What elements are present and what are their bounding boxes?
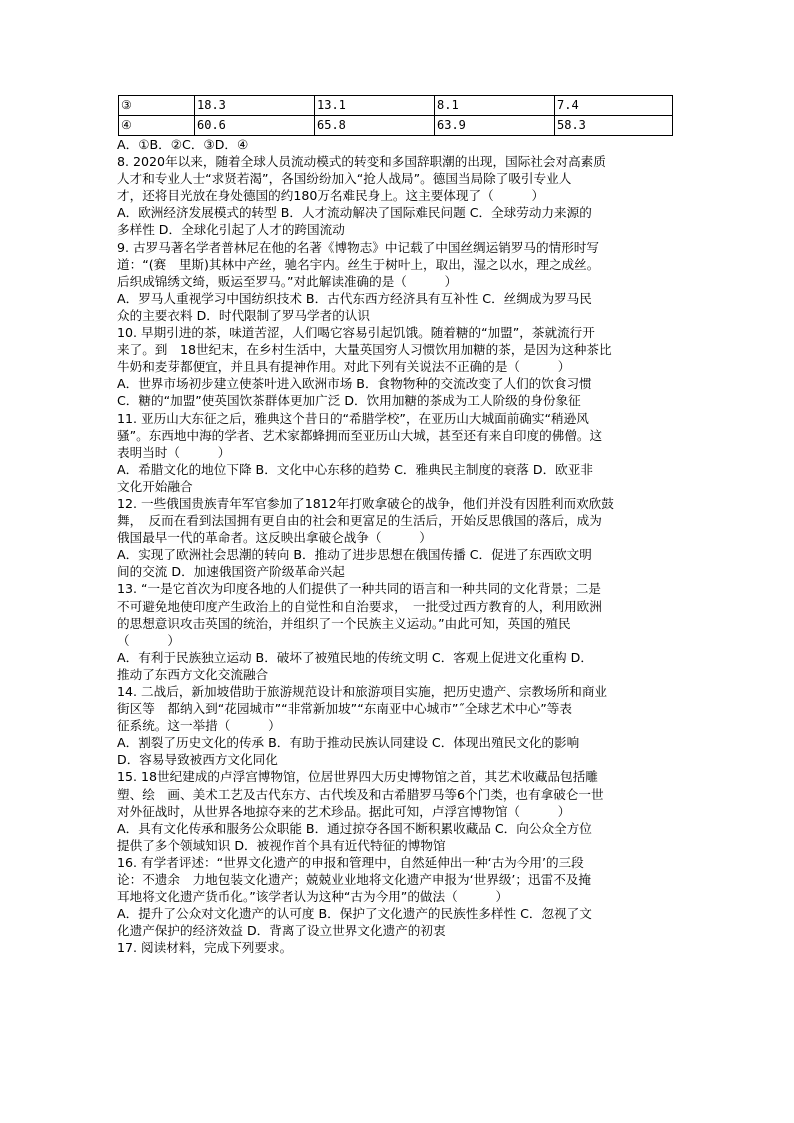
text-line: 论：不遗余 力地包装文化遗产；兢兢业业地将文化遗产申报为‘世界级’；迅雷不及掩: [117, 872, 591, 888]
text-line: 多样性 D．全球化引起了人才的跨国流动: [117, 222, 345, 238]
text-line: A．有利于民族独立运动 B．破坏了被殖民地的传统文明 C．客观上促进文化重构 D．: [117, 649, 593, 665]
table-cell: 13.1: [315, 96, 435, 116]
text-line: 众的主要衣料 D．时代限制了罗马学者的认识: [117, 307, 370, 323]
text-line: 后织成锦绣文绮，贩运至罗马。”对此解读准确的是（ ）: [117, 273, 458, 289]
text-line: 耳地将文化遗产货币化。”该学者认为这种“古为今用”的做法（ ）: [117, 889, 509, 905]
text-line: 化遗产保护的经济效益 D．背离了设立世界文化遗产的初衷: [117, 923, 446, 939]
text-line: A．世界市场初步建立使茶叶进入欧洲市场 B．食物物种的交流改变了人们的饮食习惯: [117, 376, 592, 392]
text-line: 15. 18世纪建成的卢浮宫博物馆，位居世界四大历史博物馆之首，其艺术收藏品包括雕: [117, 769, 598, 785]
question-text: [117, 136, 677, 957]
text-line: 12. 一些俄国贵族青年军官参加了1812年打败拿破仑的战争，他们并没有因胜利而欢欣鼓: [117, 495, 614, 511]
text-line: 的思想意识攻击英国的统治，并组织了一个民族主义运动。”由此可知，英国的殖民: [117, 615, 571, 631]
text-line: A．具有文化传承和服务公众职能 B．通过掠夺各国不断积累收藏品 C．向公众全方位: [117, 820, 592, 836]
text-line: 人才和专业人士“求贤若渴”，各国纷纷加入“抢人战局”。德国当局除了吸引专业人: [117, 171, 572, 187]
table-cell: 63.9: [435, 116, 555, 136]
text-line: 提供了多个领域知识 D．被视作首个具有近代特征的博物馆: [117, 837, 446, 853]
text-line: 推动了东西方文化交流融合: [117, 666, 269, 682]
table-cell: 58.3: [555, 116, 673, 136]
table-cell: 8.1: [435, 96, 555, 116]
text-line: 征系统。这一举措（ ）: [117, 718, 281, 734]
text-line: 文化开始融合: [117, 478, 193, 494]
text-line: A．割裂了历史文化的传承 B．有助于推动民族认同建设 C．体现出殖民文化的影响: [117, 735, 580, 751]
text-line: 17. 阅读材料，完成下列要求。: [117, 940, 293, 956]
text-line: 牛奶和麦芽都便宜，并且具有提神作用。对此下列有关说法不正确的是（ ）: [117, 359, 571, 375]
text-line: C．糖的“加盟”使英国饮茶群体更加广泛 D．饮用加糖的茶成为工人阶级的身份象征: [117, 393, 581, 409]
text-line: 街区等 都纳入到“花园城市”“非常新加坡”“东南亚中心城市”˝全球艺术中心”等表: [117, 701, 572, 717]
text-line: A．欧洲经济发展模式的转型 B．人才流动解决了国际难民问题 C．全球劳动力来源的: [117, 205, 592, 221]
text-line: 10. 早期引进的茶，味道苦涩，人们喝它容易引起饥饿。随着糖的“加盟”，茶就流行开: [117, 325, 595, 341]
text-line: 对外征战时，从世界各地掠夺来的艺术珍品。据此可知，卢浮宫博物馆（ ）: [117, 803, 571, 819]
text-line: A．罗马人重视学习中国纺织技术 B．古代东西方经济具有互补性 C．丝绸成为罗马民: [117, 290, 592, 306]
data-table: [118, 95, 673, 136]
text-line: 不可避免地使印度产生政治上的自觉性和自治要求， 一批受过西方教育的人，利用欧洲: [117, 598, 602, 614]
text-line: 9. 古罗马著名学者普林尼在他的名著《博物志》中记载了中国丝绸运销罗马的情形时写: [117, 239, 599, 255]
table-row: [119, 116, 673, 136]
table-row: [119, 96, 673, 116]
text-line: 骚”。东西地中海的学者、艺术家都蜂拥而至亚历山大城，甚至还有来自印度的佛僧。这: [117, 427, 603, 443]
text-line: 表明当时（ ）: [117, 444, 231, 460]
text-line: 16. 有学者评述：“世界文化遗产的申报和管理中，自然延伸出一种‘古为今用’的三段: [117, 854, 584, 870]
text-line: 舞， 反而在看到法国拥有更自由的社会和更富足的生活后，开始反思俄国的落后，成为: [117, 513, 602, 529]
text-line: A．提升了公众对文化遗产的认可度 B．保护了文化遗产的民族性多样性 C．忽视了文: [117, 906, 592, 922]
text-line: A．实现了欧洲社会思潮的转向 B．推动了进步思想在俄国传播 C．促进了东西欧文明: [117, 547, 592, 563]
table-cell: ④: [119, 116, 195, 136]
table-cell: 60.6: [195, 116, 315, 136]
table-cell: 7.4: [555, 96, 673, 116]
text-line: 11. 亚历山大东征之后，雅典这个昔日的“希腊学校”，在亚历山大城面前确实“稍逊风: [117, 410, 589, 426]
text-line: 间的交流 D．加速俄国资产阶级革命兴起: [117, 564, 345, 580]
document-page: [117, 95, 677, 957]
text-line: 道：“(赛 里斯)其林中产丝，驰名宇内。丝生于树叶上，取出，湿之以水，理之成丝。: [117, 256, 600, 272]
table-cell: ③: [119, 96, 195, 116]
table-cell: 18.3: [195, 96, 315, 116]
text-line: D．容易导致被西方文化同化: [117, 752, 278, 768]
text-line: A．①B．②C．③D．④: [117, 137, 249, 152]
text-line: 俄国最早一代的革命者。这反映出拿破仑战争（ ）: [117, 530, 432, 546]
text-line: 8. 2020年以来，随着全球人员流动模式的转变和多国辞职潮的出现，国际社会对高素质: [117, 154, 606, 170]
text-line: A．希腊文化的地位下降 B．文化中心东移的趋势 C．雅典民主制度的衰落 D．欧亚非: [117, 461, 593, 477]
text-line: 才，还将目光放在身处德国的约180万名难民身上。这主要体现了（ ）: [117, 188, 545, 204]
text-line: 来了。到 18世纪末，在乡村生活中，大量英国穷人习惯饮用加糖的茶，是因为这种茶比: [117, 342, 612, 358]
text-line: 塑、绘 画、美术工艺及古代东方、古代埃及和古希腊罗马等6个门类，也有拿破仑一世: [117, 786, 604, 802]
table-cell: 65.8: [315, 116, 435, 136]
text-line: 14. 二战后，新加坡借助于旅游规范设计和旅游项目实施，把历史遗产、宗教场所和商业: [117, 684, 608, 699]
text-line: 13. “一是它首次为印度各地的人们提供了一种共同的语言和一种共同的文化背景；二是: [117, 581, 601, 597]
text-line: （ ）: [117, 632, 180, 648]
